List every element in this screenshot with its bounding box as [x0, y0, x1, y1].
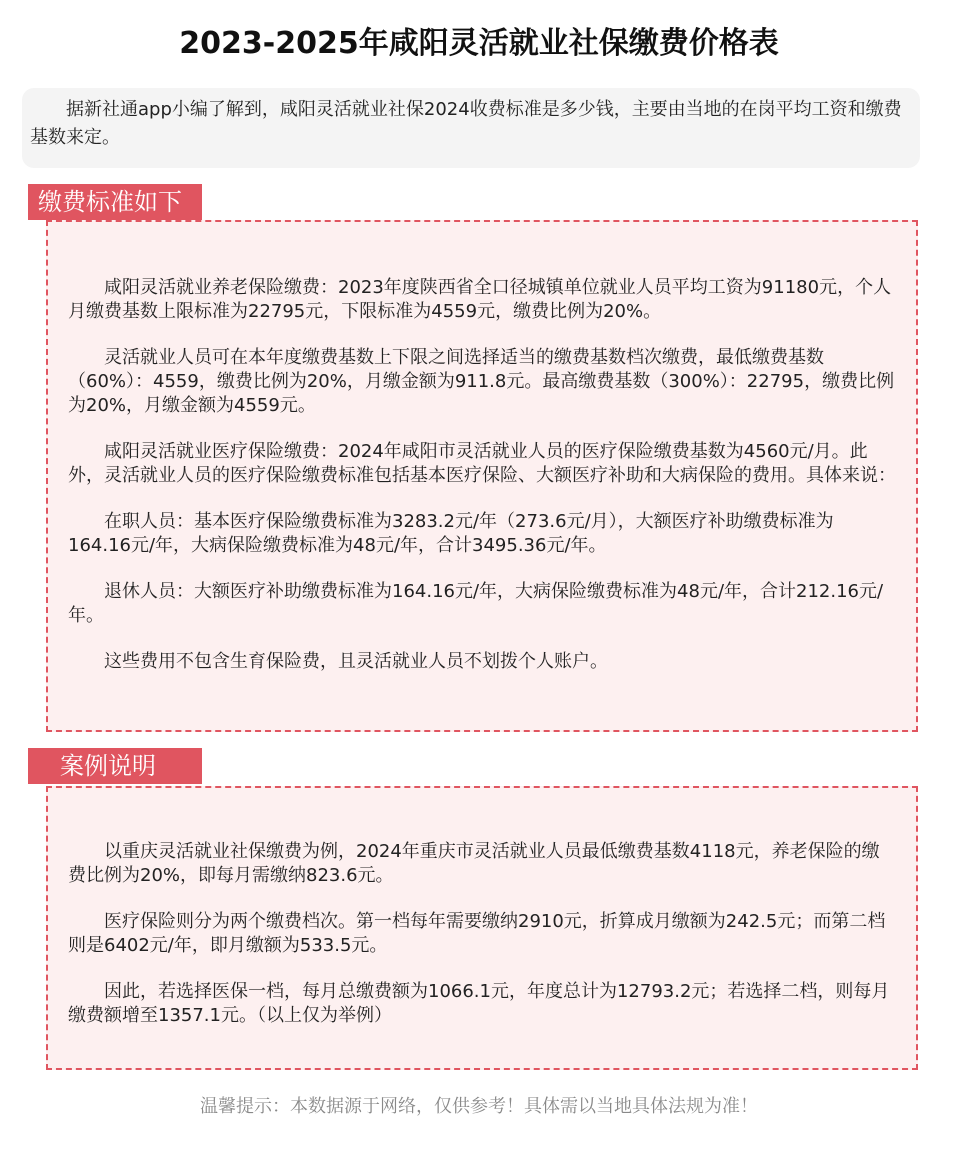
notice-paragraph: 这些费用不包含生育保险费，且灵活就业人员不划拨个人账户。 — [104, 651, 608, 672]
retired-paragraph: 退休人员：大额医疗补助缴费标准为164.16元/年，大病保险缴费标准为48元/年，合计212.16元/年。 — [68, 581, 884, 626]
example-medical-paragraph: 医疗保险则分为两个缴费档次。第一档每年需要缴纳2910元，折算成月缴额为242.5元；而第二档则是6402元/年，即月缴额为533.5元。 — [68, 911, 886, 956]
example-total-paragraph: 因此，若选择医保一档，每月总缴费额为1066.1元，年度总计为12793.2元；若选择二档，则每月缴费额增至1357.1元。（以上仅为举例） — [68, 981, 890, 1026]
medical-paragraph: 咸阳灵活就业医疗保险缴费：2024年咸阳市灵活就业人员的医疗保险缴费基数为4560元/月。此外，灵活就业人员的医疗保险缴费标准包括基本医疗保险、大额医疗补助和大病保险的费用。具体来说： — [68, 441, 896, 486]
base-range-paragraph: 灵活就业人员可在本年度缴费基数上下限之间选择适当的缴费基数档次缴费，最低缴费基数（60%）：4559，缴费比例为20%，月缴金额为911.8元。最高缴费基数（300%）：22795，缴费比例为20%，月缴金额为4559元。 — [68, 347, 895, 416]
employed-paragraph: 在职人员：基本医疗保险缴费标准为3283.2元/年（273.6元/月），大额医疗补助缴费标准为164.16元/年，大病保险缴费标准为48元/年，合计3495.36元/年。 — [68, 511, 834, 556]
section-tag-standards: 缴费标准如下 — [28, 184, 202, 220]
example-pension-paragraph: 以重庆灵活就业社保缴费为例，2024年重庆市灵活就业人员最低缴费基数4118元，养老保险的缴费比例为20%，即每月需缴纳823.6元。 — [68, 841, 880, 886]
standards-box — [46, 220, 918, 732]
example-box — [46, 786, 918, 1070]
section-tag-example: 案例说明 — [28, 748, 202, 784]
intro-paragraph: 据新社通app小编了解到，咸阳灵活就业社保2024收费标准是多少钱，主要由当地的在岗平均工资和缴费基数来定。 — [22, 88, 920, 168]
page-title: 2023-2025年咸阳灵活就业社保缴费价格表 — [179, 26, 779, 61]
pension-paragraph: 咸阳灵活就业养老保险缴费：2023年度陕西省全口径城镇单位就业人员平均工资为91180元，个人月缴费基数上限标准为22795元，下限标准为4559元，缴费比例为20%。 — [68, 277, 892, 322]
footer-note: 温馨提示：本数据源于网络，仅供参考！具体需以当地具体法规为准！ — [200, 1096, 758, 1117]
